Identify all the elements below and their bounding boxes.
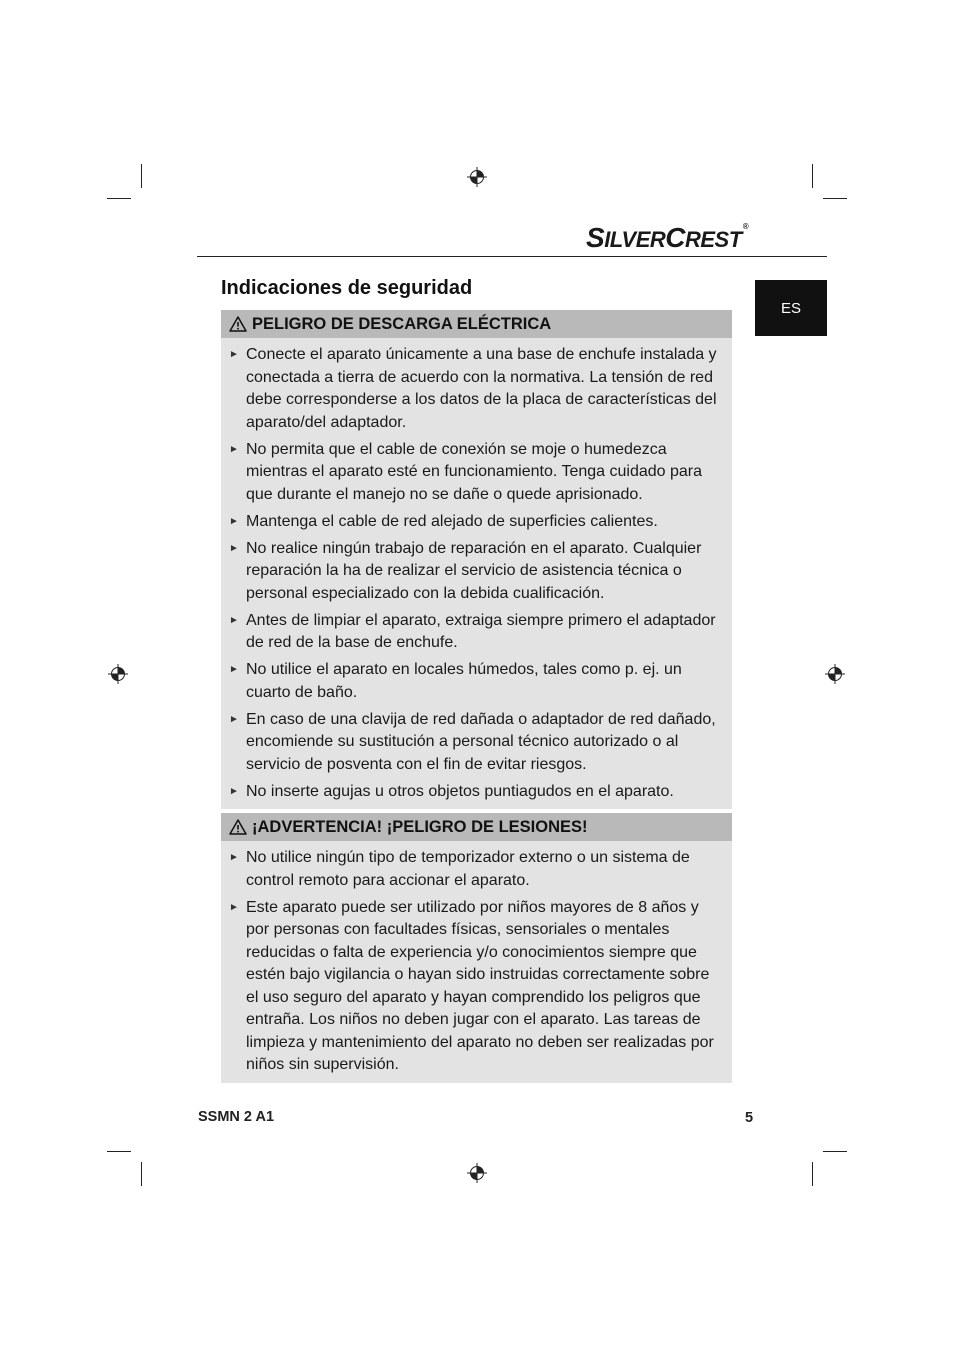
- crop-mark: [812, 164, 813, 188]
- list-item: ► Este aparato puede ser utilizado por niños mayores de 8 años y por personas con facultades físicas, sensoriales o mentales reducidas o falta de experiencia y/o conocimientos siempre que estén bajo vigilancia o hayan sido instruidas correctamente sobre el uso seguro del aparato y hayan comprendido los peligros que entraña. Los niños no deben jugar con el aparato. Las tareas de limpieza y mantenimiento del aparato no deben ser realizadas por niños sin supervisión.: [229, 898, 714, 1073]
- crop-mark: [823, 1151, 847, 1152]
- arrow-bullet-icon: ►: [229, 542, 239, 554]
- registration-mark-icon: [467, 1163, 487, 1183]
- list-item: ► No realice ningún trabajo de reparación en el aparato. Cualquier reparación la ha de realizar el servicio de asistencia técnica o personal especializado con la debida cualificación.: [229, 539, 702, 602]
- safety-list: [221, 841, 732, 1083]
- section-heading: [221, 813, 732, 841]
- section-heading: [221, 310, 732, 338]
- page-number: 5: [745, 1110, 754, 1126]
- list-item: ► En caso de una clavija de red dañada o adaptador de red dañado, encomiende su sustitución a personal técnico autorizado o al servicio de posventa con el fin de evitar riesgos.: [229, 710, 716, 773]
- safety-list: [221, 338, 732, 809]
- arrow-bullet-icon: ►: [229, 785, 239, 797]
- safety-box-injury-warning: [221, 813, 732, 1083]
- arrow-bullet-icon: ►: [229, 443, 239, 455]
- arrow-bullet-icon: ►: [229, 901, 239, 913]
- arrow-bullet-icon: ►: [229, 349, 239, 360]
- crop-mark: [107, 1151, 131, 1152]
- registration-mark-icon: [108, 664, 128, 684]
- language-tab: ES: [755, 280, 827, 336]
- list-item: ► No utilice el aparato en locales húmedos, tales como p. ej. un cuarto de baño.: [229, 661, 682, 701]
- list-item: ► Conecte el aparato únicamente a una base de enchufe instalada y conectada a tierra de acuerdo con la normativa. La tensión de red debe corresponderse a los datos de la placa de características del aparato/del adaptador.: [229, 346, 717, 431]
- crop-mark: [141, 1162, 142, 1186]
- registration-mark-icon: [825, 664, 845, 684]
- section-heading-text: PELIGRO DE DESCARGA ELÉCTRICA: [252, 314, 552, 333]
- arrow-bullet-icon: ►: [229, 664, 239, 675]
- footer-model: SSMN 2 A1: [198, 1109, 275, 1125]
- arrow-bullet-icon: ►: [229, 713, 239, 725]
- arrow-bullet-icon: ►: [229, 614, 239, 626]
- crop-mark: [107, 198, 131, 199]
- arrow-bullet-icon: ►: [229, 515, 239, 527]
- arrow-bullet-icon: ►: [229, 852, 239, 863]
- crop-mark: [823, 198, 847, 199]
- crop-mark: [141, 164, 142, 188]
- list-item: ► No permita que el cable de conexión se moje o humedezca mientras el aparato esté en funcionamiento. Tenga cuidado para que durante el manejo no se dañe o quede aprisionado.: [229, 440, 703, 503]
- section-heading-text: ¡ADVERTENCIA! ¡PELIGRO DE LESIONES!: [252, 817, 588, 836]
- warning-triangle-icon: [229, 316, 247, 332]
- crop-mark: [812, 1162, 813, 1186]
- safety-box-electric-shock: [221, 310, 732, 809]
- brand-logo: SILVERCREST®: [586, 222, 749, 253]
- list-item: ► No utilice ningún tipo de temporizador externo o un sistema de control remoto para accionar el aparato.: [229, 849, 690, 889]
- list-item: ► No inserte agujas u otros objetos puntiagudos en el aparato.: [221, 781, 726, 804]
- warning-triangle-icon: [229, 819, 247, 835]
- list-item: ► Mantenga el cable de red alejado de superficies calientes.: [221, 511, 726, 534]
- registration-mark-icon: [467, 167, 487, 187]
- page-title: Indicaciones de seguridad: [221, 277, 473, 299]
- header-rule: [197, 256, 827, 257]
- list-item: ► Antes de limpiar el aparato, extraiga siempre primero el adaptador de red de la base de enchufe.: [229, 611, 716, 651]
